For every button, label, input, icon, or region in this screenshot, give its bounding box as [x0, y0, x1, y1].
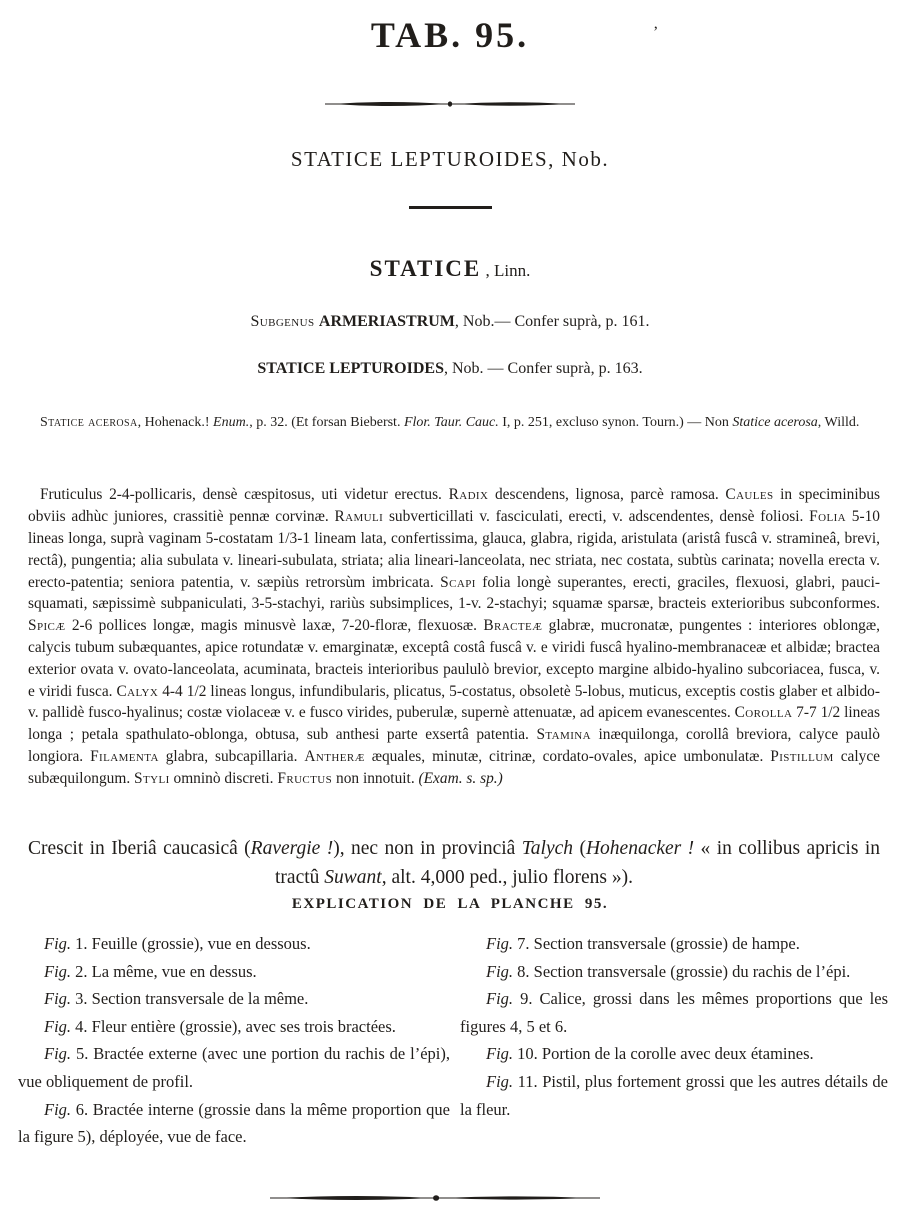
fig-number: 7.	[517, 934, 530, 953]
figure-list-left	[18, 930, 450, 1151]
fig-number: 2.	[75, 961, 88, 981]
fig-number: 1.	[75, 934, 88, 953]
fig-text: Pistil, plus fortement grossi que les autres détails de la fleur.	[460, 1071, 888, 1119]
figure-item-2	[18, 958, 450, 986]
fig-text: Section transversale de la même.	[91, 989, 309, 1009]
plate-number: TAB. 95.	[370, 15, 530, 55]
fig-text: Bractée externe (avec une portion du rachis de l’épi), vue obliquement de profil.	[18, 1044, 451, 1091]
ornamental-rule-bottom	[270, 1192, 600, 1204]
fig-text: Calice, grossi dans les mêmes proportions que les figures 4, 5 et 6.	[460, 989, 889, 1036]
fig-number: 4.	[75, 1016, 88, 1036]
ink-mark: ’	[653, 24, 659, 41]
figure-item-5	[18, 1040, 450, 1095]
fig-label: Fig.	[486, 1071, 514, 1091]
subgenus-reference-line: Subgenus ARMERIASTRUM, Nob.— Confer suprà, p. 161.	[250, 313, 650, 330]
plate-explanation-heading: EXPLICATION DE LA PLANCHE 95.	[291, 896, 609, 912]
figure-item-7	[460, 930, 888, 958]
fig-text: Feuille (grossie), vue en dessous.	[91, 934, 311, 953]
species-title: STATICE LEPTUROIDES, Nob.	[290, 147, 610, 171]
fig-label: Fig.	[44, 961, 72, 981]
figure-item-1	[18, 930, 450, 958]
fig-label: Fig.	[486, 989, 514, 1009]
fig-number: 5.	[75, 1044, 89, 1064]
fig-number: 10.	[517, 1044, 538, 1064]
figure-item-8	[460, 958, 888, 986]
fig-label: Fig.	[486, 1044, 514, 1064]
fig-number: 6.	[75, 1099, 89, 1119]
figure-item-3	[18, 985, 450, 1013]
fig-text: Section transversale (grossie) de hampe.	[533, 934, 800, 953]
fig-text: Fleur entière (grossie), avec ses trois bractées.	[91, 1016, 396, 1036]
figure-item-10	[460, 1040, 888, 1068]
divider-rule	[409, 206, 492, 209]
fig-label: Fig.	[44, 1016, 72, 1036]
figure-item-4	[18, 1013, 450, 1041]
fig-text: Portion de la corolle avec deux étamines.	[541, 1044, 814, 1064]
fig-label: Fig.	[44, 989, 72, 1009]
fig-label: Fig.	[486, 934, 514, 953]
figure-item-11	[460, 1068, 888, 1123]
fig-text: Bractée interne (grossie dans la même proportion que la figure 5), déployée, vue de face.	[18, 1099, 450, 1147]
ornamental-rule-top	[325, 98, 575, 110]
fig-label: Fig.	[44, 1044, 72, 1064]
fig-number: 11.	[517, 1071, 538, 1091]
fig-label: Fig.	[44, 1099, 72, 1119]
figure-item-9	[460, 985, 888, 1040]
fig-label: Fig.	[486, 961, 514, 981]
fig-text: Section transversale (grossie) du rachis de l’épi.	[533, 961, 851, 981]
fig-label: Fig.	[44, 934, 72, 953]
description-paragraph: Fruticulus 2-4-pollicaris, densè cæspitosus, uti videtur erectus. Radix descendens, lignosa, parcè ramosa. Caules in speciminibus obviis adhùc juniores, crassitiè pennæ corvinæ. Ramuli subverticillati v. fasciculati, erecti, v. adscendentes, densè foliosi. Folia 5-10 lineas longa, suprà vaginam 5-costatam 1/3-1 lineam lata, confertissima, glauca, glabra, rigida, aristulata (aristâ fuscâ v. stramineâ, brevi, rectâ), pungentia; alia subulata v. lineari-subulata, striata; alia lineari-lanceolata, nec striata, nec costata, subtùs carinata; novella erecta v. erecto-patentia; seniora patentia, v. sæpiùs retrorsùm imbricata. Scapi folia longè superantes, erecti, graciles, flexuosi, glabri, pauci-squamati, sæpissimè subpaniculati, 3-5-stachyi, rariùs subsimplices, 1-v. 2-stachyi; squamæ sparsæ, bracteis exterioribus subconformes. Spicæ 2-6 pollices longæ, magis minusvè laxæ, 7-20-floræ, flexuosæ. Bracteæ glabræ, mucronatæ, pungentes : interiores oblongæ, calycis tubum subæquantes, apice rotundatæ v. emarginatæ, exceptâ costâ fuscâ v. e viridi fuscâ hyalino-membranaceæ et albidæ; bractea exterior ovata v. ovato-lanceolata, acuminata, bracteis interioribus paululò brevior, excepto margine albido-hyalino subcoriacea, fusca, v. e viridi fusca. Calyx 4-4 1/2 lineas longus, infundibularis, plicatus, 5-costatus, obsoletè 5-lobus, muticus, exceptis costis glaber et albido-v. pallidè fusco-hyalinus; costæ violaceæ v. e fusco virides, puberulæ, supernè attenuatæ, ad apicem evanescentes. Corolla 7-7 1/2 lineas longa ; petala spathulato-oblonga, obtusa, sub anthesi parte exsertâ patentia. Stamina inæquilonga, corollâ breviora, calyce paulò longiora. Filamenta glabra, subcapillaria. Antheræ æquales, minutæ, citrinæ, cordato-ovales, apice umbonulatæ. Pistillum calyce subæquilongum. Styli omninò discreti. Fructus non innotuit. (Exam. s. sp.)	[28, 486, 881, 787]
fig-text: La même, vue en dessus.	[91, 961, 257, 981]
genus-heading	[0, 256, 900, 282]
fig-number: 8.	[517, 961, 530, 981]
fig-number: 3.	[75, 989, 88, 1009]
genus-name: STATICE	[369, 256, 482, 281]
fig-number: 9.	[520, 989, 533, 1009]
figure-list-right	[460, 930, 888, 1123]
genus-author: , Linn.	[481, 261, 531, 280]
synonymy-paragraph: Statice acerosa, Hohenack.! Enum., p. 32. (Et forsan Bieberst. Flor. Taur. Cauc. I, p. 251, excluso synon. Tourn.) — Non Statice acerosa, Willd.	[40, 415, 860, 430]
figure-item-6	[18, 1096, 450, 1151]
habitat-paragraph: Crescit in Iberiâ caucasicâ (Ravergie !), nec non in provinciâ Talych (Hohenacker ! « in collibus apricis in tractû Suwant, alt. 4,000 ped., julio florens »).	[28, 837, 880, 888]
species-reference-line: STATICE LEPTUROIDES, Nob. — Confer suprà, p. 163.	[257, 360, 643, 377]
